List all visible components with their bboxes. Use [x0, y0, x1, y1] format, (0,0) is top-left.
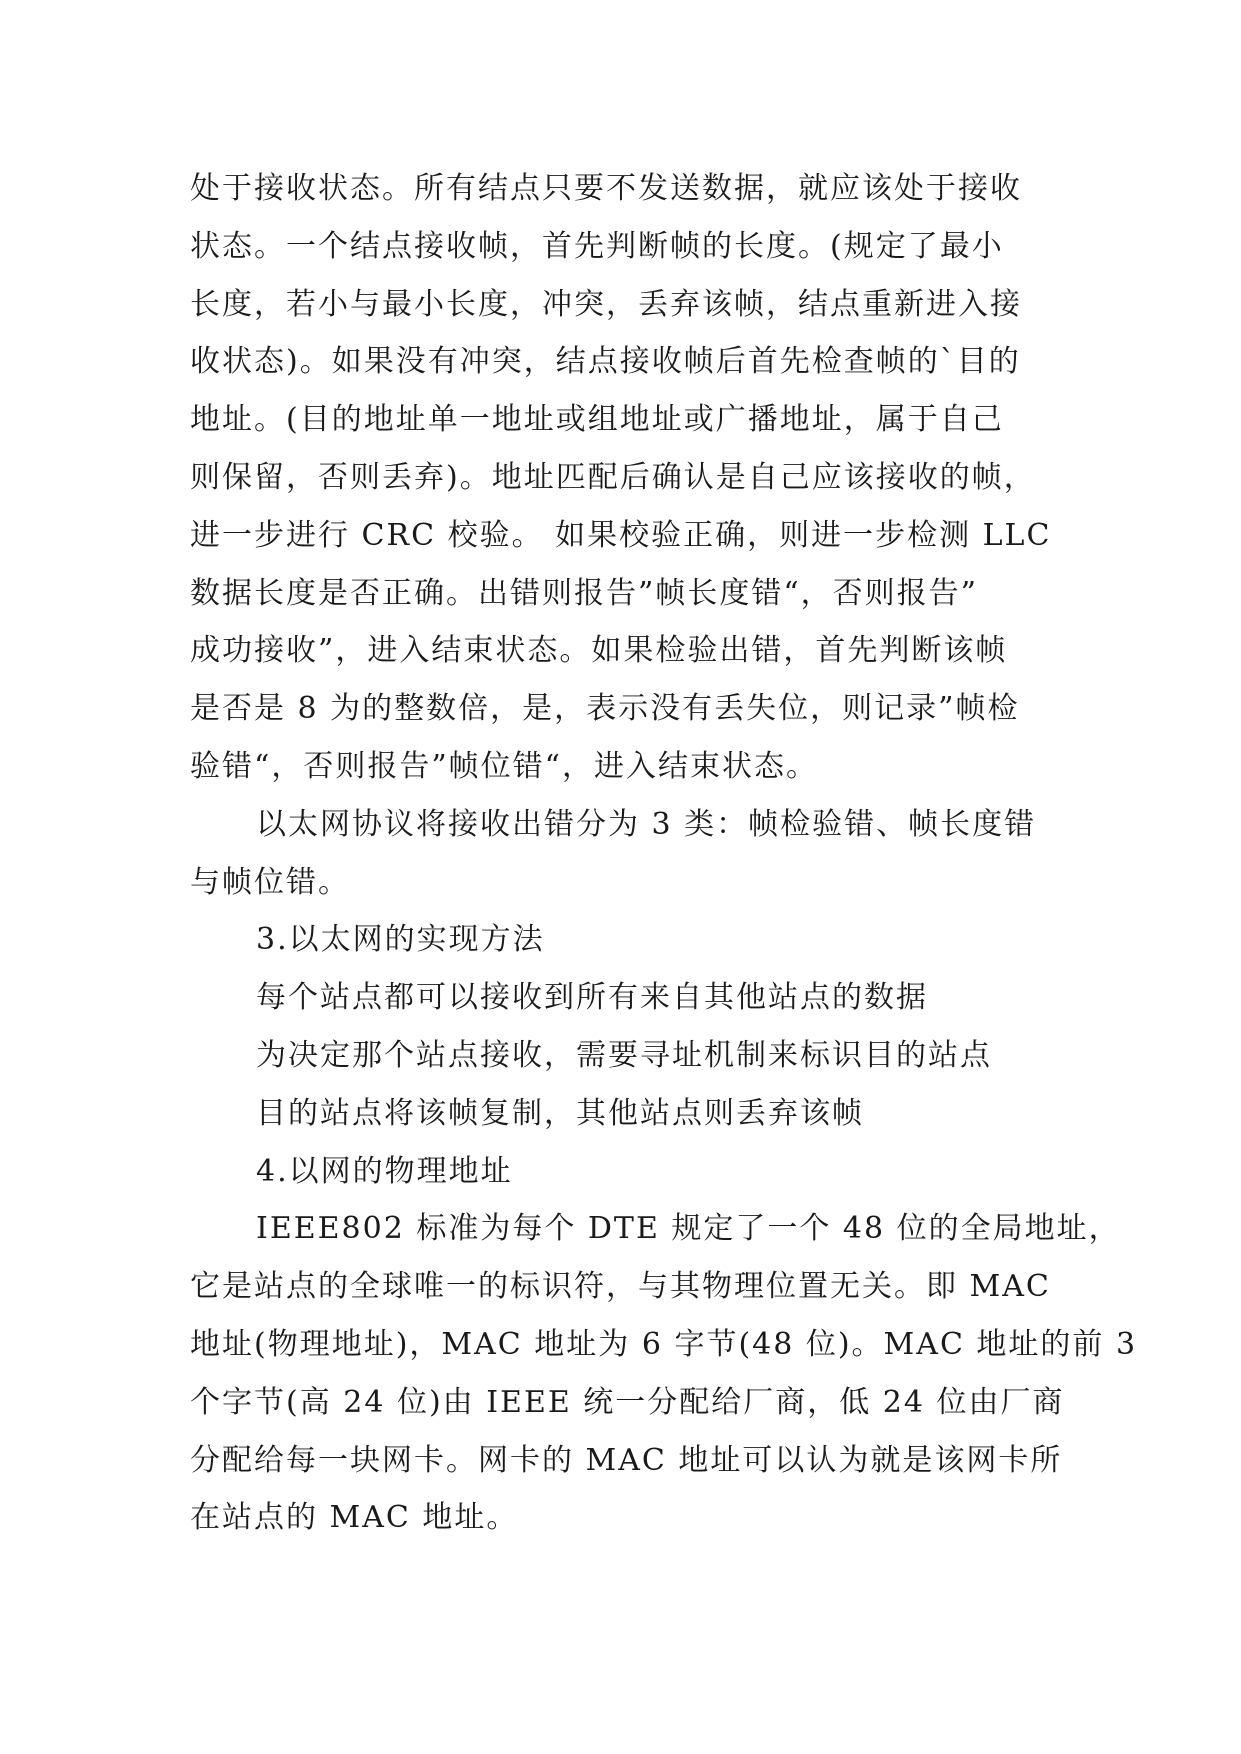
text-line-6: 则保留，否则丢弃)。地址匹配后确认是自己应该接收的帧，: [190, 459, 1036, 495]
text-line-3: 长度，若小与最小长度，冲突，丢弃该帧，结点重新进入接: [190, 286, 1022, 322]
text-line-5: 地址。(目的地址单一地址或组地址或广播地址，属于自己: [190, 402, 1004, 438]
text-line-16: 为决定那个站点接收，需要寻址机制来标识目的站点: [256, 1037, 992, 1073]
text-line-10: 是否是 8 为的整数倍，是，表示没有丢失位，则记录”帧检: [190, 691, 1020, 727]
text-line-19: IEEE802 标准为每个 DTE 规定了一个 48 位的全局地址，: [256, 1211, 1121, 1247]
text-line-12: 以太网协议将接收出错分为 3 类：帧检验错、帧长度错: [256, 806, 1037, 842]
text-line-24: 在站点的 MAC 地址。: [190, 1500, 519, 1536]
section-heading-4: 4.以网的物理地址: [256, 1153, 513, 1189]
text-line-22: 个字节(高 24 位)由 IEEE 统一分配给厂商，低 24 位由厂商: [190, 1384, 1065, 1420]
text-line-11: 验错“，否则报告”帧位错“，进入结束状态。: [190, 748, 819, 784]
text-line-9: 成功接收”，进入结束状态。如果检验出错，首先判断该帧: [190, 633, 1008, 669]
text-line-4: 收状态)。如果没有冲突，结点接收帧后首先检查帧的`目的: [190, 344, 1021, 380]
text-line-7: 进一步进行 CRC 校验。 如果校验正确，则进一步检测 LLC: [190, 517, 1052, 553]
text-line-2: 状态。一个结点接收帧，首先判断帧的长度。(规定了最小: [190, 228, 1004, 264]
section-heading-3: 3.以太网的实现方法: [256, 922, 545, 958]
text-line-23: 分配给每一块网卡。网卡的 MAC 地址可以认为就是该网卡所: [190, 1442, 1063, 1478]
text-line-8: 数据长度是否正确。出错则报告”帧长度错“，否则报告”: [190, 575, 979, 611]
text-line-1: 处于接收状态。所有结点只要不发送数据，就应该处于接收: [190, 171, 1022, 206]
text-line-17: 目的站点将该帧复制，其他站点则丢弃该帧: [256, 1095, 864, 1131]
text-line-21: 地址(物理地址)，MAC 地址为 6 字节(48 位)。MAC 地址的前 3: [190, 1326, 1138, 1362]
text-line-20: 它是站点的全球唯一的标识符，与其物理位置无关。即 MAC: [190, 1269, 1051, 1305]
text-line-15: 每个站点都可以接收到所有来自其他站点的数据: [256, 980, 928, 1016]
text-line-13: 与帧位错。: [190, 864, 350, 900]
body-text: [190, 160, 1138, 1547]
